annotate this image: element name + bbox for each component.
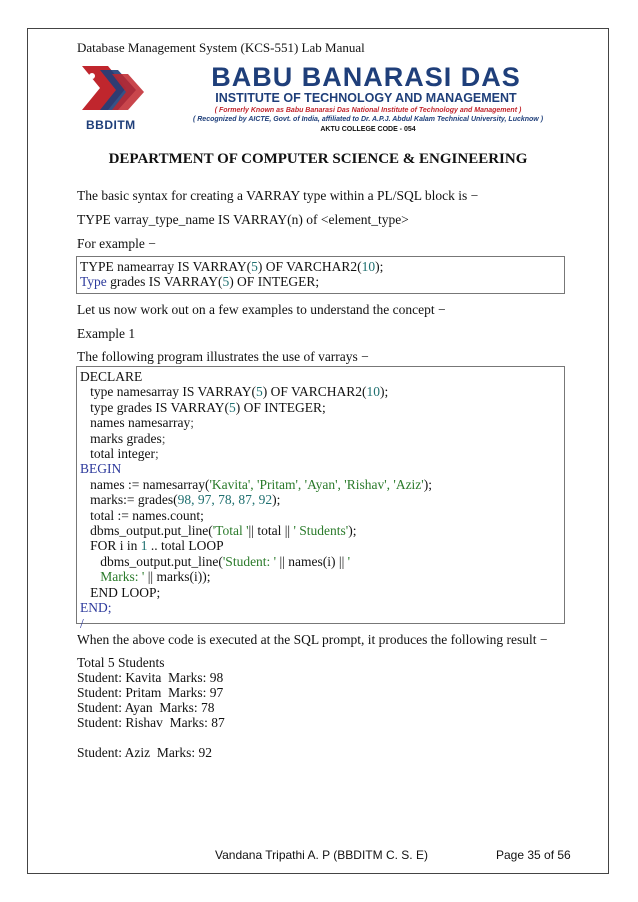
code-line: END; bbox=[80, 600, 112, 616]
result-line: Student: Kavita Marks: 98 bbox=[77, 670, 224, 685]
syntax-line: TYPE varray_type_name IS VARRAY(n) of <element_type> bbox=[77, 212, 409, 227]
code-line: FOR i in 1 .. total LOOP bbox=[80, 538, 224, 554]
code-line: Type grades IS VARRAY(5) OF INTEGER; bbox=[80, 274, 320, 290]
department-heading: DEPARTMENT OF COMPUTER SCIENCE & ENGINEERING bbox=[108, 151, 528, 167]
code-line: names namesarray; bbox=[80, 415, 194, 431]
page-header: Database Management System (KCS-551) Lab Manual bbox=[77, 40, 365, 55]
result-line: Student: Rishav Marks: 87 bbox=[77, 715, 225, 730]
syntax-intro: The basic syntax for creating a VARRAY type within a PL/SQL block is − bbox=[77, 188, 479, 203]
code-line: total := names.count; bbox=[80, 507, 204, 523]
code-block-syntax bbox=[76, 256, 565, 294]
code-line: / bbox=[80, 615, 84, 631]
code-line: Marks: ' || marks(i)); bbox=[80, 569, 211, 585]
code-line: marks:= grades(98, 97, 78, 87, 92); bbox=[80, 492, 281, 508]
code-line: total integer; bbox=[80, 446, 159, 462]
result-line: Total 5 Students bbox=[77, 655, 165, 670]
code-line: dbms_output.put_line('Total '|| total || ' Students'); bbox=[80, 523, 357, 539]
footer-author: Vandana Tripathi A. P (BBDITM C. S. E) bbox=[215, 848, 428, 862]
result-line: Student: Pritam Marks: 97 bbox=[77, 685, 224, 700]
code-line: type grades IS VARRAY(5) OF INTEGER; bbox=[80, 399, 326, 415]
program-intro: The following program illustrates the use of varrays − bbox=[77, 349, 369, 364]
code-line: END LOOP; bbox=[80, 584, 161, 600]
result-intro: When the above code is executed at the SQL prompt, it produces the following result − bbox=[77, 632, 548, 647]
institute-formerly: ( Formerly Known as Babu Banarasi Das National Institute of Technology and Management ) bbox=[214, 107, 522, 114]
example-intro: For example − bbox=[77, 236, 156, 251]
code-line: type namesarray IS VARRAY(5) OF VARCHAR2(10); bbox=[80, 384, 389, 400]
code-block-program bbox=[76, 366, 565, 631]
institute-subtitle: INSTITUTE OF TECHNOLOGY AND MANAGEMENT bbox=[215, 91, 517, 105]
logo-brand-text: BBDITM bbox=[86, 118, 136, 132]
concept-intro: Let us now work out on a few examples to understand the concept − bbox=[77, 302, 446, 317]
institute-logo bbox=[78, 62, 568, 138]
code-line: dbms_output.put_line('Student: ' || names(i) || ' bbox=[80, 553, 351, 569]
result-line: Student: Ayan Marks: 78 bbox=[77, 700, 215, 715]
code-line: TYPE namearray IS VARRAY(5) OF VARCHAR2(10); bbox=[80, 259, 384, 274]
code-line: marks grades; bbox=[80, 430, 166, 446]
institute-name: BABU BANARASI DAS bbox=[211, 62, 521, 92]
aktu-code: AKTU COLLEGE CODE - 054 bbox=[320, 126, 416, 133]
example-label: Example 1 bbox=[77, 326, 136, 341]
institute-recognition: ( Recognized by AICTE, Govt. of India, affiliated to Dr. A.P.J. Abdul Kalam Technical University, Lucknow ) bbox=[192, 116, 544, 123]
code-line: DECLARE bbox=[80, 369, 143, 384]
code-line: names := namesarray('Kavita', 'Pritam', 'Ayan', 'Rishav', 'Aziz'); bbox=[80, 476, 432, 492]
code-line: BEGIN bbox=[80, 461, 122, 477]
footer-page-number: Page 35 of 56 bbox=[496, 848, 571, 862]
result-line: Student: Aziz Marks: 92 bbox=[77, 745, 212, 760]
